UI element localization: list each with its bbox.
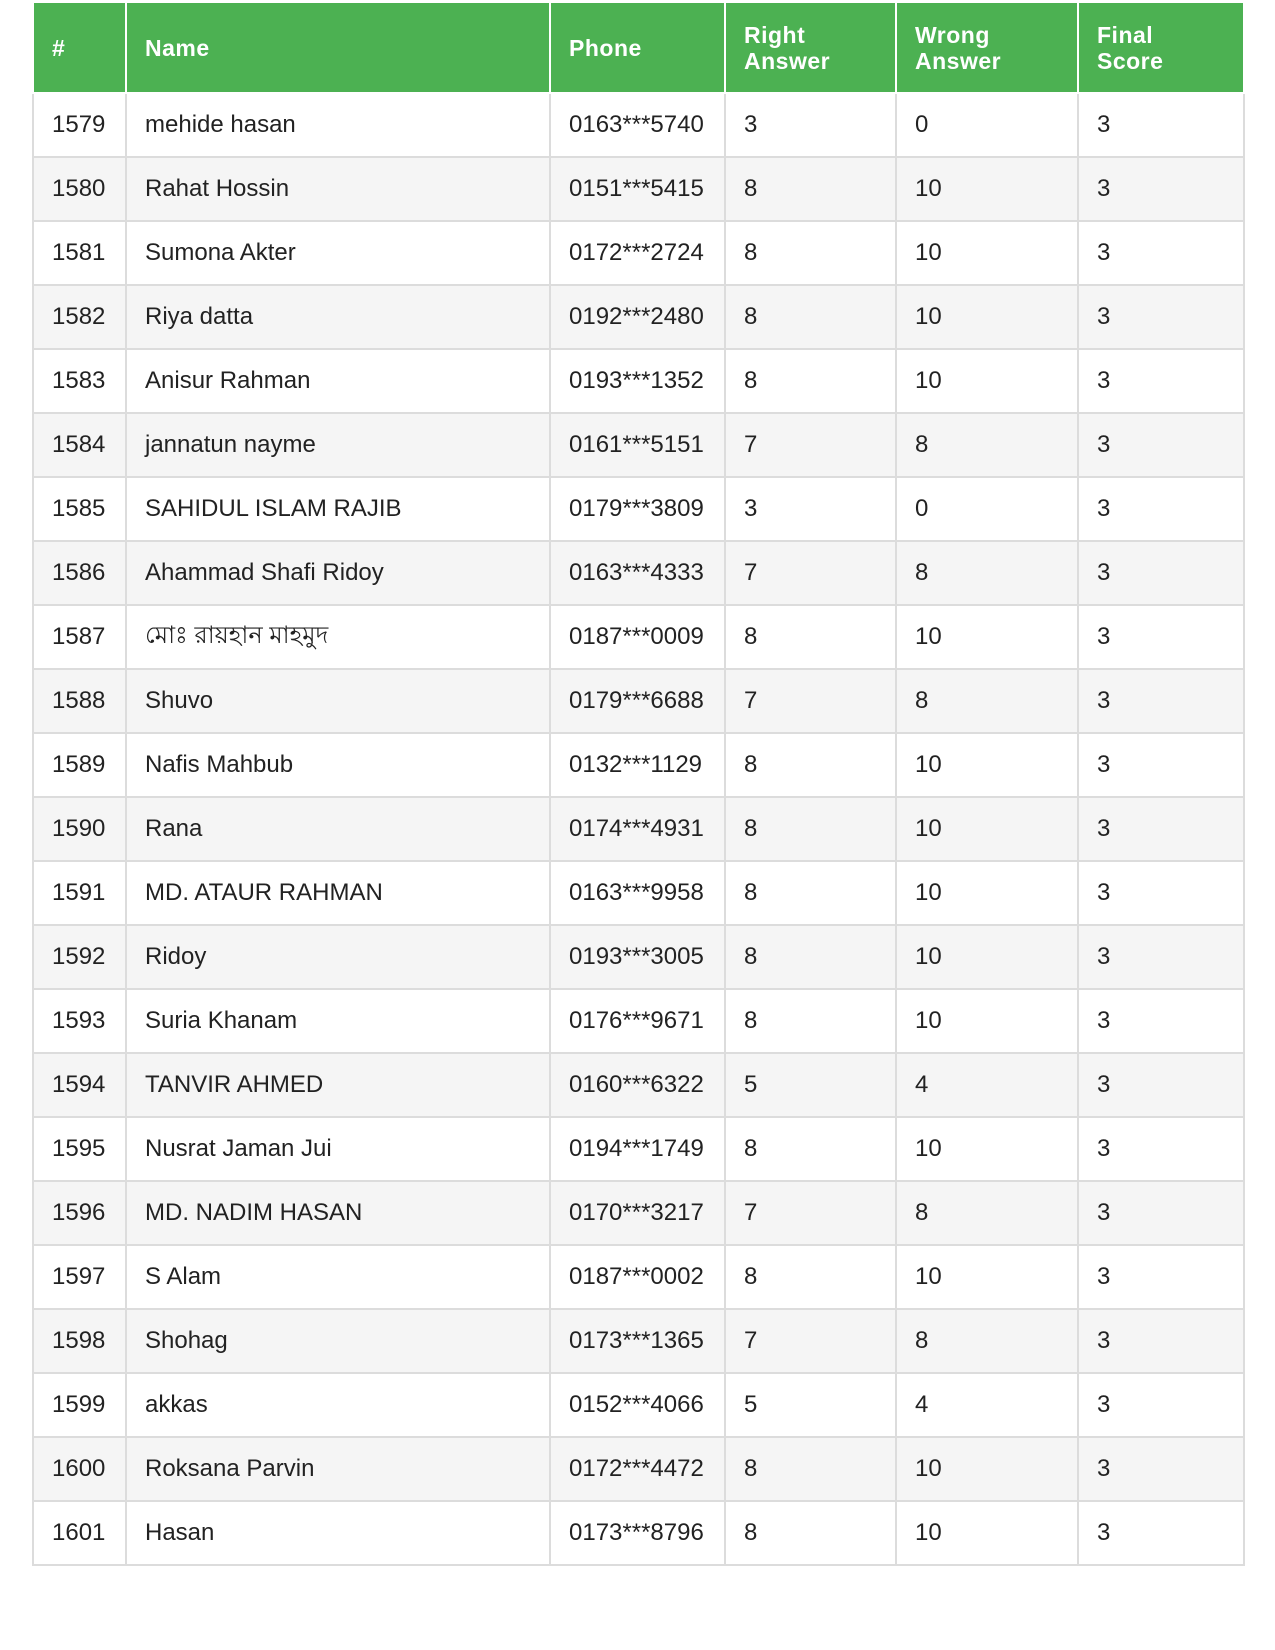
cell-right-answer: 3 — [725, 477, 896, 541]
cell-wrong-answer: 8 — [896, 413, 1078, 477]
cell-name: Rana — [126, 797, 550, 861]
table-row — [33, 1117, 1244, 1181]
cell-final-score: 3 — [1078, 733, 1244, 797]
cell-num: 1595 — [33, 1117, 126, 1181]
cell-right-answer: 8 — [725, 733, 896, 797]
cell-right-answer: 7 — [725, 1181, 896, 1245]
header-row — [33, 2, 1244, 93]
header-wrong-answer-line1: Wrong — [915, 21, 990, 48]
cell-num: 1592 — [33, 925, 126, 989]
cell-name: Roksana Parvin — [126, 1437, 550, 1501]
cell-name: Anisur Rahman — [126, 349, 550, 413]
cell-name: মোঃ রায়হান মাহমুদ — [126, 605, 550, 669]
header-right-answer-line2: Answer — [744, 47, 831, 74]
cell-wrong-answer: 10 — [896, 349, 1078, 413]
table-row — [33, 989, 1244, 1053]
cell-right-answer: 8 — [725, 1245, 896, 1309]
cell-final-score: 3 — [1078, 221, 1244, 285]
cell-num: 1591 — [33, 861, 126, 925]
cell-name: Suria Khanam — [126, 989, 550, 1053]
cell-phone: 0163***4333 — [550, 541, 725, 605]
cell-final-score: 3 — [1078, 925, 1244, 989]
cell-num: 1581 — [33, 221, 126, 285]
cell-right-answer: 8 — [725, 1437, 896, 1501]
cell-name: Ridoy — [126, 925, 550, 989]
cell-name: jannatun nayme — [126, 413, 550, 477]
cell-final-score: 3 — [1078, 1309, 1244, 1373]
cell-wrong-answer: 0 — [896, 93, 1078, 157]
cell-right-answer: 3 — [725, 93, 896, 157]
header-right-answer — [725, 2, 896, 93]
cell-final-score: 3 — [1078, 1053, 1244, 1117]
header-wrong-answer-line2: Answer — [915, 47, 1002, 74]
table-row — [33, 541, 1244, 605]
cell-wrong-answer: 8 — [896, 1181, 1078, 1245]
cell-phone: 0163***5740 — [550, 93, 725, 157]
cell-num: 1580 — [33, 157, 126, 221]
header-final-score-line2: Score — [1097, 47, 1164, 74]
cell-num: 1596 — [33, 1181, 126, 1245]
cell-final-score: 3 — [1078, 1245, 1244, 1309]
cell-wrong-answer: 0 — [896, 477, 1078, 541]
cell-num: 1588 — [33, 669, 126, 733]
cell-phone: 0173***1365 — [550, 1309, 725, 1373]
cell-name: S Alam — [126, 1245, 550, 1309]
table-row — [33, 1053, 1244, 1117]
cell-right-answer: 8 — [725, 989, 896, 1053]
cell-num: 1585 — [33, 477, 126, 541]
cell-name: Nusrat Jaman Jui — [126, 1117, 550, 1181]
cell-final-score: 3 — [1078, 1117, 1244, 1181]
cell-num: 1583 — [33, 349, 126, 413]
table-header — [33, 2, 1244, 93]
cell-wrong-answer: 10 — [896, 221, 1078, 285]
cell-final-score: 3 — [1078, 797, 1244, 861]
cell-wrong-answer: 10 — [896, 605, 1078, 669]
cell-name: Ahammad Shafi Ridoy — [126, 541, 550, 605]
cell-right-answer: 8 — [725, 605, 896, 669]
cell-num: 1579 — [33, 93, 126, 157]
cell-right-answer: 8 — [725, 797, 896, 861]
cell-wrong-answer: 8 — [896, 1309, 1078, 1373]
header-wrong-answer — [896, 2, 1078, 93]
cell-right-answer: 8 — [725, 285, 896, 349]
table-row — [33, 157, 1244, 221]
cell-phone: 0151***5415 — [550, 157, 725, 221]
cell-right-answer: 8 — [725, 925, 896, 989]
cell-phone: 0173***8796 — [550, 1501, 725, 1565]
table-row — [33, 285, 1244, 349]
cell-num: 1601 — [33, 1501, 126, 1565]
cell-num: 1598 — [33, 1309, 126, 1373]
cell-final-score: 3 — [1078, 541, 1244, 605]
header-final-score-line1: Final — [1097, 21, 1154, 48]
cell-num: 1600 — [33, 1437, 126, 1501]
cell-wrong-answer: 4 — [896, 1053, 1078, 1117]
table-body — [33, 93, 1244, 1565]
cell-name: Shuvo — [126, 669, 550, 733]
cell-wrong-answer: 10 — [896, 989, 1078, 1053]
cell-num: 1584 — [33, 413, 126, 477]
cell-final-score: 3 — [1078, 1181, 1244, 1245]
cell-wrong-answer: 10 — [896, 861, 1078, 925]
cell-num: 1597 — [33, 1245, 126, 1309]
cell-final-score: 3 — [1078, 1501, 1244, 1565]
table-row — [33, 477, 1244, 541]
cell-right-answer: 7 — [725, 1309, 896, 1373]
cell-num: 1589 — [33, 733, 126, 797]
cell-right-answer: 8 — [725, 1117, 896, 1181]
cell-final-score: 3 — [1078, 413, 1244, 477]
cell-phone: 0170***3217 — [550, 1181, 725, 1245]
table-row — [33, 221, 1244, 285]
cell-name: Shohag — [126, 1309, 550, 1373]
cell-wrong-answer: 10 — [896, 157, 1078, 221]
cell-right-answer: 8 — [725, 157, 896, 221]
table-row — [33, 93, 1244, 157]
header-name: Name — [126, 2, 550, 93]
cell-wrong-answer: 10 — [896, 285, 1078, 349]
cell-phone: 0179***6688 — [550, 669, 725, 733]
cell-num: 1582 — [33, 285, 126, 349]
table-row — [33, 1501, 1244, 1565]
cell-num: 1586 — [33, 541, 126, 605]
cell-wrong-answer: 10 — [896, 797, 1078, 861]
table-row — [33, 925, 1244, 989]
table-row — [33, 669, 1244, 733]
cell-wrong-answer: 10 — [896, 1245, 1078, 1309]
cell-final-score: 3 — [1078, 349, 1244, 413]
cell-wrong-answer: 10 — [896, 1117, 1078, 1181]
cell-phone: 0179***3809 — [550, 477, 725, 541]
cell-phone: 0152***4066 — [550, 1373, 725, 1437]
table-row — [33, 1181, 1244, 1245]
cell-right-answer: 5 — [725, 1053, 896, 1117]
table-row — [33, 1437, 1244, 1501]
cell-wrong-answer: 4 — [896, 1373, 1078, 1437]
cell-wrong-answer: 8 — [896, 541, 1078, 605]
cell-phone: 0192***2480 — [550, 285, 725, 349]
cell-final-score: 3 — [1078, 989, 1244, 1053]
cell-phone: 0193***3005 — [550, 925, 725, 989]
results-table — [32, 1, 1245, 1566]
cell-name: Riya datta — [126, 285, 550, 349]
cell-right-answer: 8 — [725, 349, 896, 413]
cell-name: MD. ATAUR RAHMAN — [126, 861, 550, 925]
cell-phone: 0194***1749 — [550, 1117, 725, 1181]
table-row — [33, 349, 1244, 413]
cell-wrong-answer: 10 — [896, 1437, 1078, 1501]
cell-right-answer: 8 — [725, 1501, 896, 1565]
table-row — [33, 1373, 1244, 1437]
cell-name: TANVIR AHMED — [126, 1053, 550, 1117]
cell-wrong-answer: 10 — [896, 733, 1078, 797]
cell-wrong-answer: 8 — [896, 669, 1078, 733]
cell-final-score: 3 — [1078, 285, 1244, 349]
cell-final-score: 3 — [1078, 605, 1244, 669]
cell-right-answer: 8 — [725, 221, 896, 285]
cell-right-answer: 8 — [725, 861, 896, 925]
table-row — [33, 797, 1244, 861]
cell-right-answer: 7 — [725, 413, 896, 477]
cell-name: mehide hasan — [126, 93, 550, 157]
cell-name: Nafis Mahbub — [126, 733, 550, 797]
cell-phone: 0176***9671 — [550, 989, 725, 1053]
cell-num: 1599 — [33, 1373, 126, 1437]
cell-name: MD. NADIM HASAN — [126, 1181, 550, 1245]
header-final-score — [1078, 2, 1244, 93]
table-row — [33, 413, 1244, 477]
results-table-container — [32, 1, 1243, 1566]
cell-name: akkas — [126, 1373, 550, 1437]
header-right-answer-line1: Right — [744, 21, 806, 48]
cell-final-score: 3 — [1078, 477, 1244, 541]
header-phone: Phone — [550, 2, 725, 93]
cell-phone: 0172***4472 — [550, 1437, 725, 1501]
cell-right-answer: 7 — [725, 669, 896, 733]
cell-num: 1587 — [33, 605, 126, 669]
table-row — [33, 605, 1244, 669]
cell-num: 1593 — [33, 989, 126, 1053]
cell-final-score: 3 — [1078, 157, 1244, 221]
cell-phone: 0174***4931 — [550, 797, 725, 861]
cell-final-score: 3 — [1078, 93, 1244, 157]
cell-phone: 0132***1129 — [550, 733, 725, 797]
cell-right-answer: 5 — [725, 1373, 896, 1437]
cell-right-answer: 7 — [725, 541, 896, 605]
cell-phone: 0163***9958 — [550, 861, 725, 925]
cell-final-score: 3 — [1078, 1437, 1244, 1501]
cell-wrong-answer: 10 — [896, 1501, 1078, 1565]
cell-phone: 0172***2724 — [550, 221, 725, 285]
cell-phone: 0187***0009 — [550, 605, 725, 669]
cell-phone: 0160***6322 — [550, 1053, 725, 1117]
cell-wrong-answer: 10 — [896, 925, 1078, 989]
cell-final-score: 3 — [1078, 1373, 1244, 1437]
cell-num: 1594 — [33, 1053, 126, 1117]
header-num: # — [33, 2, 126, 93]
table-row — [33, 1245, 1244, 1309]
cell-phone: 0187***0002 — [550, 1245, 725, 1309]
cell-final-score: 3 — [1078, 861, 1244, 925]
cell-phone: 0161***5151 — [550, 413, 725, 477]
cell-name: SAHIDUL ISLAM RAJIB — [126, 477, 550, 541]
cell-num: 1590 — [33, 797, 126, 861]
table-row — [33, 733, 1244, 797]
cell-name: Hasan — [126, 1501, 550, 1565]
cell-final-score: 3 — [1078, 669, 1244, 733]
cell-name: Rahat Hossin — [126, 157, 550, 221]
table-row — [33, 1309, 1244, 1373]
cell-phone: 0193***1352 — [550, 349, 725, 413]
cell-name: Sumona Akter — [126, 221, 550, 285]
table-row — [33, 861, 1244, 925]
